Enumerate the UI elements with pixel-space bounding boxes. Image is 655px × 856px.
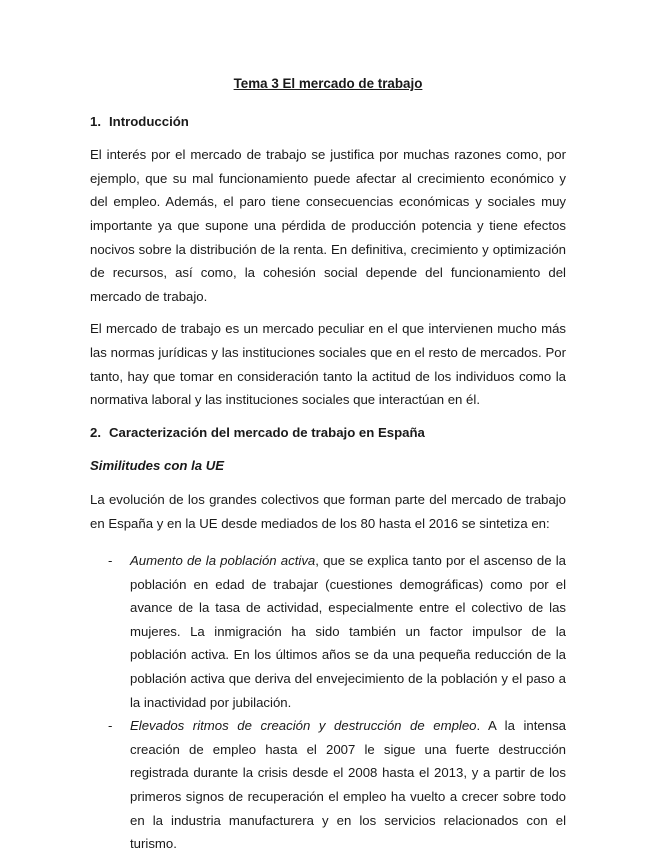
section-title: Introducción [109,113,189,129]
list-item-lead: Elevados ritmos de creación y destrucción de empleo [130,718,477,734]
document-page [90,72,566,856]
list-item [90,714,566,856]
subheading: Similitudes con la UE [90,458,225,474]
list-item-lead: Aumento de la población activa [130,553,316,569]
section-number: 2. [90,424,101,440]
bullet-list [90,549,566,856]
list-item-text: , que se explica tanto por el ascenso de la población en edad de trabajar (cuestiones demográficas) como por el avance de la tasa de actividad, especialmente entre el colectivo de las mujeres. La inmigración ha sido también un factor impulsor de la población activa. En los últimos años se da una pequeña reducción de la población activa que deriva del envejecimiento de la población y el paso a la inactividad por jubilación. [130,553,566,710]
document-title: Tema 3 El mercado de trabajo [233,76,423,91]
section-heading-caracterizacion [90,421,566,445]
section-heading-introduccion [90,110,566,134]
dash-bullet: - [108,718,113,734]
section-title: Caracterización del mercado de trabajo en España [109,424,425,440]
list-item [90,549,566,714]
paragraph: La evolución de los grandes colectivos que forman parte del mercado de trabajo en España y en la UE desde mediados de los 80 hasta el 2016 se sintetiza en: [90,491,566,531]
paragraph: El interés por el mercado de trabajo se justifica por muchas razones como, por ejemplo, que su mal funcionamiento puede afectar al crecimiento económico y del empleo. Además, el paro tiene consecuencias económicas y sociales muy importante ya que supone una pérdida de producción potencia y tiene efectos nocivos sobre la distribución de la renta. En definitiva, crecimiento y optimización de recursos, así como, la cohesión social depende del funcionamiento del mercado de trabajo. [90,147,566,304]
list-item-text: . A la intensa creación de empleo hasta el 2007 le sigue una fuerte destrucción registrada durante la crisis desde el 2008 hasta el 2013, y a partir de los primeros signos de recuperación el empleo ha vuelto a crecer sobre todo en la industria manufacturera y en los servicios relacionados con el turismo. [130,718,566,852]
dash-bullet: - [108,553,113,569]
section-number: 1. [90,113,101,129]
paragraph: El mercado de trabajo es un mercado peculiar en el que intervienen mucho más las normas jurídicas y las instituciones sociales que en el resto de mercados. Por tanto, hay que tomar en consideración tanto la actitud de los individuos como la normativa laboral y las instituciones sociales que interactúan en él. [90,321,566,408]
